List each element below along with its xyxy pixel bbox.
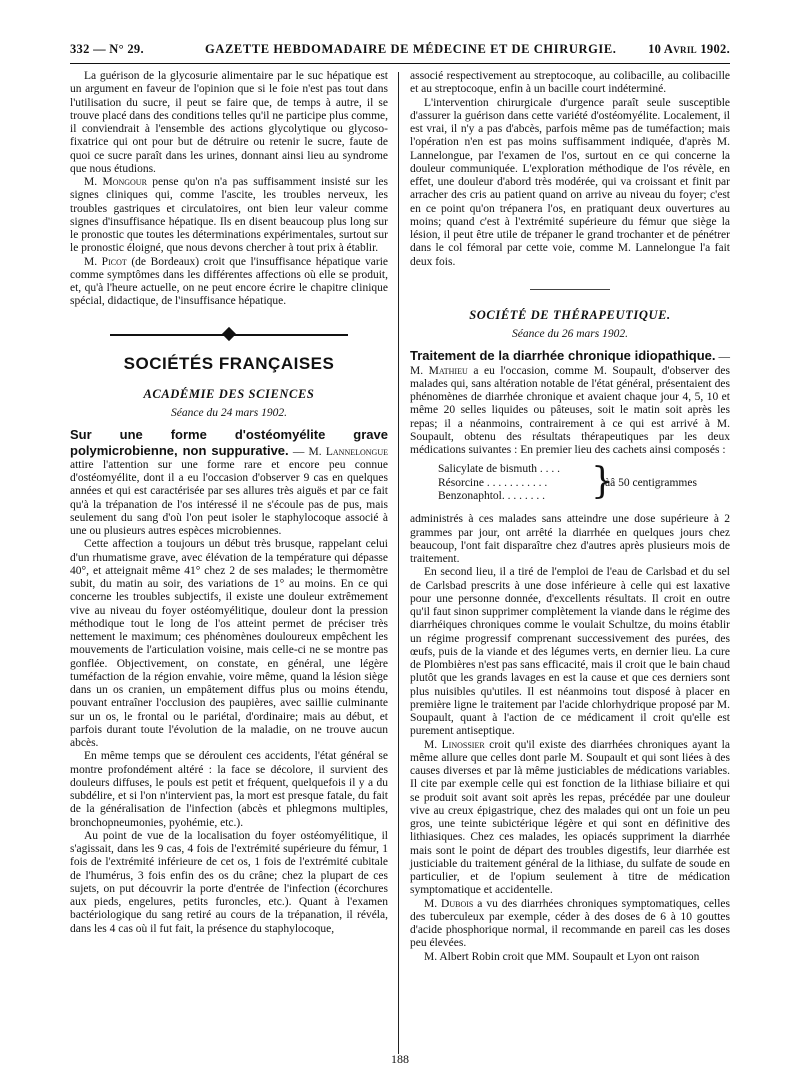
session-date: Séance du 26 mars 1902.: [512, 328, 628, 340]
ingredient: Résorcine . . . . . . . . . . .: [438, 476, 548, 489]
running-header: [70, 40, 730, 62]
article-author: — M. Mathieu: [410, 351, 731, 377]
paragraph: La guérison de la glycosurie alimentaire par le suc hépatique est un argument en faveur de l'opinion que si le foie n'est pas tout dans l'utilisation du sucre, il peut se faire que, de temps à autre, il se trouve placé dans des conditions telles qu'il ne participe plus comme, il conviendrait à l'ensemble des actions glycolytique ou glycoso-fixatrice qui ont pour but de détruire ou retenir le sucre, faute de quoi ce sucre paraît dans les urines, donnant ainsi lieu au syndrome que nous étudions.: [70, 70, 388, 175]
paragraph: M. Picot (de Bordeaux) croit que l'insuffisance hépatique varie comme symptômes dans les différentes affections où elle se produit, et, qu'à l'heure actuelle, on ne peut encore écrire le chapitre clinique spécial, didactique, de l'insuffisance hépatique.: [70, 255, 388, 308]
article-intro: Traitement de la diarrhée chronique idiopathique. — M. Mathieu a eu l'occasion, comme M. Soupault, d'observer des malades qui, sans altération notable de l'état général, présentaient des phénomènes de diarrhée chronique et avaient chaque jour 4, 5, 10 et même 20 selles liquides ou pâteuses, soit le matin soit après les repas; il a néanmoins, contrairement à ce qui est arrivé à M. Soupault, obtenu des résultats thérapeutiques par les deux médications suivantes : En premier lieu des cachets ainsi composés :: [410, 348, 731, 456]
session-date: Séance du 24 mars 1902.: [171, 407, 287, 419]
speaker-name: M. Picot: [84, 255, 127, 268]
paragraph: M. Linossier croit qu'il existe des diarrhées chroniques ayant la même allure que celles dont parle M. Soupault et qui sont liées à des causes diverses et par là même justiciables de médications variables. Il cite par exemple celle qui est fonction de la lithiase biliaire et qui se produit soit avant soit après les repas, précédée par une douleur vive au creux épigastrique, chez des malades qui ont un foie un peu gros, une teinte subictérique légère et qui sont en définitive des lithiasiques. Chez ces malades, les opiacés suppriment la diarrhée mais sont le point de départ des troubles digestifs, leur diarrhée est justiciable du traitement général de la lithiase, du sulfate de soude en particulier, et de l'opium seulement à titre de médication symptomatique et accidentelle.: [410, 738, 730, 897]
issue-date: 10 Avril 1902.: [648, 42, 730, 56]
section-separator: [410, 277, 730, 303]
speaker-name: M. Mongour: [84, 176, 147, 188]
left-column: [70, 70, 388, 936]
right-column: [410, 70, 730, 964]
society-heading: SOCIÉTÉ DE THÉRAPEUTIQUE.: [469, 307, 671, 322]
section-title: SOCIÉTÉS FRANÇAISES: [123, 353, 335, 373]
paragraph: Cette affection a toujours un début très brusque, rappelant celui d'un rhumatisme grave, avec élévation de la température qui dépasse 40°, et atteignait même 41° chez 2 de ses malades; le thermomètre subit, du matin au soir, des variations de 1° au moins. En ce qui concerne les troubles subjectifs, il existe une douleur extrêmement vive au niveau du foyer ostéomyélitique, douleur dont la pression méthodique tout le long de l'os atteint permet de préciser très nettement le maximum; ces phénomènes douloureux empêchent les mouvements de l'articulation voisine, mais celle-ci ne se montre pas gonflée. Objectivement, on constate, en général, une légère tuméfaction de la région envahie, voire même, quand la lésion siège dans un os cranien, un empâtement diffus plus ou moins étendu, pouvant entraîner l'occlusion des paupières, avec saillie culminante sur un os, le frontal ou le pariétal, d'ordinaire; mais au début, et parfois durant toute l'évolution de la maladie, on ne trouve aucun abcès.: [70, 538, 388, 749]
ingredient-list: [438, 463, 588, 504]
paragraph: M. Albert Robin croit que MM. Soupault et Lyon ont raison: [424, 950, 700, 963]
paragraph: administrés à ces malades sans atteindre une dose supérieure à 2 grammes par jour, ont arrêté la diarrhée en quelques jours chez beaucoup, l'ont fait disparaître chez d'autres après plusieurs mois de traitement.: [410, 513, 730, 565]
prescription-formula: [410, 463, 730, 507]
ingredient: Benzonaphtol. . . . . . . .: [438, 490, 545, 503]
ingredient: Salicylate de bismuth . . . .: [438, 463, 561, 476]
paragraph: En second lieu, il a tiré de l'emploi de l'eau de Carlsbad et du sel de Carlsbad prescrits à une dose inférieure à celle qui est laxative pour une personne donnée, d'excellents résultats. Il croit en outre qu'il faut sinon supprimer complètement la viande dans le régime des diarrhéiques chroniques comme le voulait Schultze, du moins établir un régime progressif comprenant successivement des purées, des œufs, puis de la viande et des légumes verts, en dernier lieu. La cure de Plombières n'est pas sans efficacité, mais il croit que le bain chaud plutôt que les grands lavages en est la cause et que ces derniers sont plus nuisibles qu'utiles. Il est néanmoins tout disposé à placer en première ligne le traitement par l'acide chlorhydrique proposé par M. Soupault, quant à l'action de ce médicament il croit qu'elle est purement antiseptique.: [410, 566, 730, 738]
paragraph: M. Dubois a vu des diarrhées chroniques symptomatiques, celles des tuberculeux par exemple, céder à des doses de 6 à 10 gouttes d'acide phosphorique normal, il recommande en pareil cas les doses peu élevées.: [410, 897, 730, 950]
paragraph: associé respectivement au streptocoque, au colibacille, au colibacille et au streptocoque, enfin à un bacille court indéterminé.: [410, 70, 730, 96]
paragraph: Au point de vue de la localisation du foyer ostéomyélitique, il s'agissait, dans les 9 cas, 4 fois de l'extrémité supérieure du fémur, 1 fois de l'extrémité inférieure de cet os, 1 fois de l'extrémité cubitale de l'humérus, 3 fois enfin des os du crâne; chez la plupart de ces sujets, on put découvrir la porte d'entrée de l'infection (écorchures aux pieds, engelures, petits furoncles, etc.). Quant à l'examen bactériologique du sang retiré au cours de la trépanation, il révéla, dans les 4 cas où il fut fait, la présence du staphylocoque,: [70, 829, 388, 935]
article-author: — M. Lannelongue: [288, 445, 388, 458]
paragraph: L'intervention chirurgicale d'urgence paraît seule susceptible d'assurer la guérison dans cette variété d'ostéomyélite. Localement, il est vrai, il n'y a pas d'abcès, parfois même pas de tuméfaction; mais l'opération n'en est pas moins suffisamment indiquée, d'après M. Lannelongue, par l'examen de l'os, surtout en ce qui concerne la douleur communiquée. L'exploration méthodique de l'os révèle, en effet, une douleur d'abord très modérée, qui va croissant et finit par arracher des cris au patient quand on arrive au niveau du foyer; c'est en ce point qu'on trépanera l'os, en pratiquant deux ouvertures au moins; quand c'est à l'extrémité supérieure du fémur que siège la lésion, il peut être utile de trépaner le grand trochanter et de pénétrer dans le col fémoral par cette voie, comme M. Lannelongue l'a fait deux fois.: [410, 96, 730, 268]
article-title: Traitement de la diarrhée chronique idiopathique.: [410, 348, 716, 364]
brace-icon: }: [591, 461, 614, 503]
paragraph: En même temps que se déroulent ces accidents, l'état général se montre profondément altéré : la face se décolore, il survient des douleurs diffuses, le pouls est petit et fréquent, quelquefois il y a du subdélire, et si l'on n'intervient pas, la mort est presque fatale, du fait de la généralisation de l'infection (abcès et phlegmons multiples, bronchopneumonies, pyohémie, etc.).: [70, 750, 388, 829]
article-intro: Sur une forme d'ostéomyélite grave polymicrobienne, non suppurative. — M. Lannelongue attire l'attention sur une forme rare et encore peu connue d'ostéomyélite, dont il a eu l'occasion d'observer 9 cas en quelques années et qui est caractérisée par ses allures très aiguës et par ce fait qu'à la trépanation de l'os intéressé il ne s'écoule pas de pus, mais seulement du sang d'où l'on peut isoler le staphylocoque associé à une ou plusieurs autres espèces microbiennes.: [70, 427, 388, 537]
dose: àâ 50 centigrammes: [605, 477, 697, 490]
page-folio: 188: [391, 1052, 409, 1066]
article-title: Sur une forme d'ostéomyélite grave polymicrobienne, non suppurative.: [70, 427, 388, 458]
column-divider: [398, 72, 399, 1054]
paragraph: M. Mongour pense qu'on n'a pas suffisamment insisté sur les signes cliniques qui, comme l'ascite, les troubles nerveux, les troubles gastriques et circulatoires, ont bien leur valeur comme signes d'insuffisance hépatique. Ils en disent beaucoup plus long sur le pronostic que toutes les déterminations expérimentales, surtout sur le pronostic éloigné, que nous devons chercher à tout prix à établir.: [70, 176, 388, 255]
speaker-name: M. Linossier: [424, 738, 485, 751]
journal-title: GAZETTE HEBDOMADAIRE DE MÉDECINE ET DE CHIRURGIE.: [205, 42, 617, 56]
ornamental-divider: [70, 323, 388, 347]
society-heading: ACADÉMIE DES SCIENCES: [143, 386, 315, 401]
speaker-name: M. Dubois: [424, 897, 474, 910]
speaker-name: M. Albert Robin: [424, 950, 500, 963]
header-rule: [70, 63, 730, 64]
page-issue-number: 332 — N° 29.: [70, 42, 144, 56]
